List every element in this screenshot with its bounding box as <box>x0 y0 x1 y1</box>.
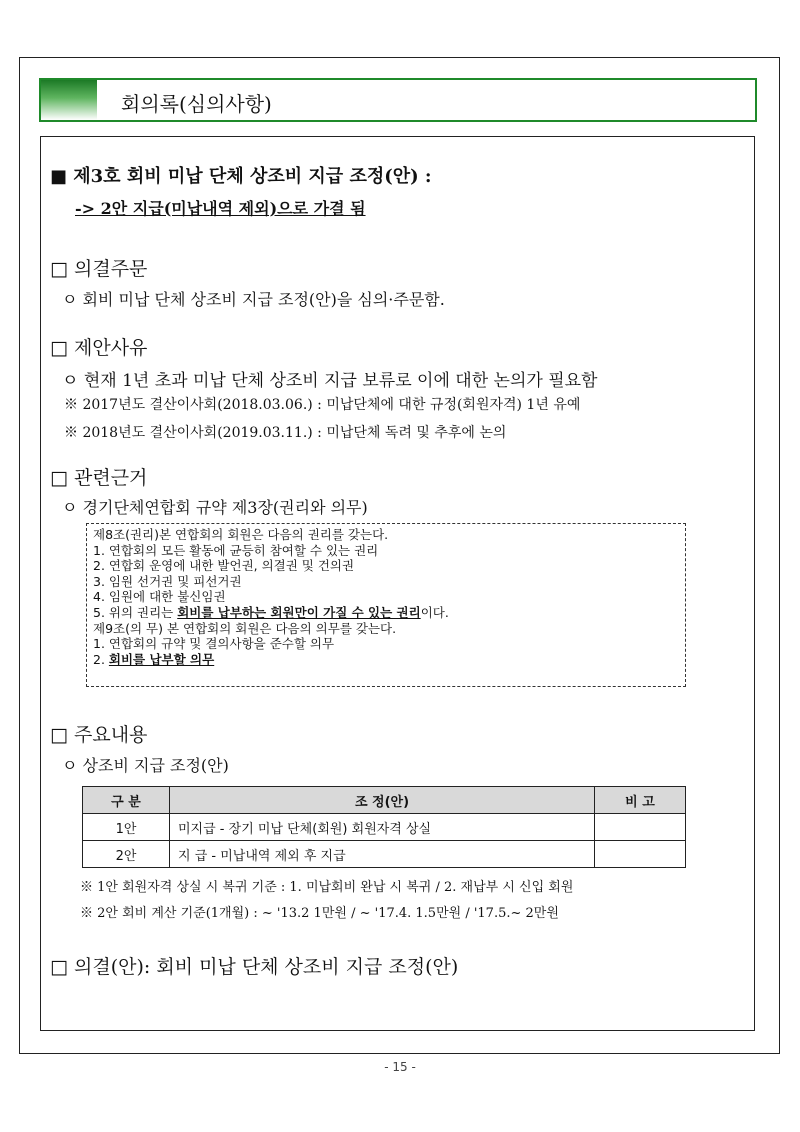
table-cell: 미지급 - 장기 미납 단체(회원) 회원자격 상실 <box>170 814 595 841</box>
main-note-1: ※ 1안 회원자격 상실 시 복귀 기준 : 1. 미납회비 완납 시 복귀 / 2. 재납부 시 신입 회원 <box>80 880 574 895</box>
reason-note-2: ※ 2018년도 결산이사회(2019.03.11.) : 미납단체 독려 및 추후에 논의 <box>64 425 507 441</box>
basis-item: ㅇ 경기단체연합회 규약 제3장(권리와 의무) <box>62 498 368 517</box>
reason-heading: □ 제안사유 <box>50 337 148 359</box>
reason-note-1: ※ 2017년도 결산이사회(2018.03.06.) : 미납단체에 대한 규정(회원자격) 1년 유예 <box>64 397 581 413</box>
agenda-result: -> 2안 지급(미납내역 제외)으로 가결 됨 <box>75 199 366 218</box>
table-cell: 1안 <box>83 814 170 841</box>
table-header: 비 고 <box>595 787 686 814</box>
header-color-swatch <box>41 80 97 120</box>
table-header: 조 정(안) <box>170 787 595 814</box>
adjustment-table <box>82 786 686 868</box>
regulation-emphasis: 회비를 납부할 의무 <box>108 651 215 667</box>
decision-text: □ 의결(안): 회비 미납 단체 상조비 지급 조정(안) <box>50 956 459 978</box>
table-row <box>83 814 686 841</box>
regulation-text: 2. <box>93 651 109 667</box>
regulation-line: 4. 임원에 대한 불신임권 <box>93 589 226 605</box>
main-item: ㅇ 상조비 지급 조정(안) <box>62 756 229 775</box>
regulation-line: 2. 연합회 운영에 내한 발언권, 의결권 및 건의권 <box>93 558 355 574</box>
regulation-line: 1. 연합회의 규약 및 결의사항을 준수할 의무 <box>93 636 335 652</box>
regulation-line: 제8조(권리)본 연합회의 회원은 다음의 권리를 갖는다. <box>93 527 389 542</box>
page-title: 회의록(심의사항) <box>121 92 272 116</box>
table-cell: 지 급 - 미납내역 제외 후 지급 <box>170 841 595 868</box>
regulation-line <box>93 605 679 621</box>
header-banner <box>39 78 757 122</box>
resolution-heading: □ 의결주문 <box>50 258 148 280</box>
regulation-text: 이다. <box>420 604 449 620</box>
basis-heading: □ 관련근거 <box>50 467 148 489</box>
reason-item: ㅇ 현재 1년 초과 미납 단체 상조비 지급 보류로 이에 대한 논의가 필요함 <box>62 371 598 391</box>
table-header-row <box>83 787 686 814</box>
table-header: 구 분 <box>83 787 170 814</box>
regulation-emphasis: 회비를 납부하는 회원만이 가질 수 있는 권리 <box>177 604 421 620</box>
table-cell <box>595 814 686 841</box>
resolution-item: ㅇ 회비 미납 단체 상조비 지급 조정(안)을 심의·주문함. <box>62 290 445 309</box>
regulation-text: 5. 위의 권리는 <box>93 604 178 620</box>
regulation-excerpt <box>86 523 686 687</box>
table-cell <box>595 841 686 868</box>
regulation-line <box>93 652 679 668</box>
regulation-line: 1. 연합회의 모든 활동에 균등히 참여할 수 있는 권리 <box>93 542 379 558</box>
page-number: - 15 - <box>384 1060 416 1074</box>
main-heading: □ 주요내용 <box>50 724 148 746</box>
table-cell: 2안 <box>83 841 170 868</box>
regulation-line: 3. 임원 선거권 및 피선거권 <box>93 573 242 589</box>
agenda-title: ■ 제3호 회비 미납 단체 상조비 지급 조정(안) : <box>50 166 432 187</box>
table-row <box>83 841 686 868</box>
main-note-2: ※ 2안 회비 계산 기준(1개월) : ~ '13.2 1만원 / ~ '17.4. 1.5만원 / '17.5.~ 2만원 <box>80 906 559 921</box>
regulation-line: 제9조(의 무) 본 연합회의 회원은 다음의 의무를 갖는다. <box>93 620 397 636</box>
